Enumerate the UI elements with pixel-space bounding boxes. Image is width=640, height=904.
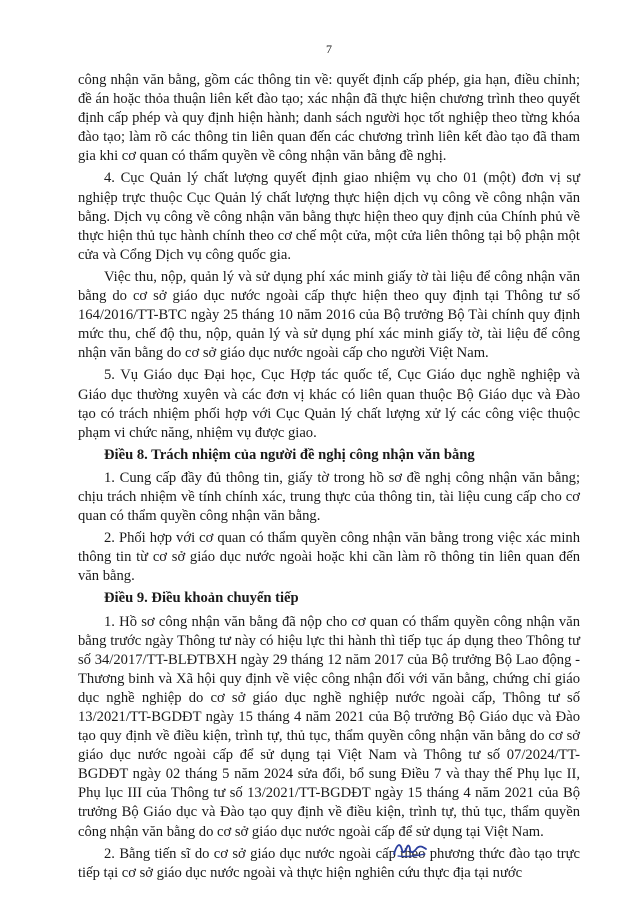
paragraph-clause-4: 4. Cục Quản lý chất lượng quyết định giao nhiệm vụ cho 01 (một) đơn vị sự nghiệp trực thuộc Cục Quản lý chất lượng thực hiện dịch vụ công về công nhận văn bằng. Dịch vụ công về công nhận văn bằng thực hiện theo quy định của Chính phủ về thực hiện thủ tục hành chính theo cơ chế một cửa, một cửa liên thông tại bộ phận một cửa và Cổng Dịch vụ công quốc gia. bbox=[78, 170, 580, 263]
article-9-heading: Điều 9. Điều khoản chuyển tiếp bbox=[104, 590, 299, 607]
paragraph-clause-5: 5. Vụ Giáo dục Đại học, Cục Hợp tác quốc tế, Cục Giáo dục nghề nghiệp và Giáo dục thường xuyên và các đơn vị khác có liên quan thuộc Bộ Giáo dục và Đào tạo có trách nhiệm phối hợp với Cục Quản lý chất lượng xử lý các công việc thuộc phạm vi chức năng, nhiệm vụ được giao. bbox=[78, 367, 580, 441]
paragraph-fee: Việc thu, nộp, quản lý và sử dụng phí xác minh giấy tờ tài liệu để công nhận văn bằng do cơ sở giáo dục nước ngoài cấp thực hiện theo quy định tại Thông tư số 164/2016/TT-BTC ngày 25 tháng 10 năm 2016 của Bộ trưởng Bộ Tài chính quy định mức thu, chế độ thu, nộp, quản lý và sử dụng phí xác minh giấy tờ, tài liệu để công nhận văn bằng do cơ sở giáo dục nước ngoài cấp cho người Việt Nam. bbox=[78, 268, 580, 362]
paragraph-continuation: công nhận văn bằng, gồm các thông tin về: quyết định cấp phép, gia hạn, điều chỉnh; đề án hoặc thỏa thuận liên kết đào tạo; xác nhận đã thực hiện chương trình theo quyết định cấp phép và quy định hiện hành; danh sách người học tốt nghiệp theo từng khóa đào tạo; làm rõ các thông tin liên quan đến các chương trình liên kết đào tạo đã tham gia khi cơ quan có thẩm quyền về công nhận văn bằng đề nghị. bbox=[78, 72, 580, 165]
paragraph-article-9-clause-1: 1. Hồ sơ công nhận văn bằng đã nộp cho cơ quan có thẩm quyền công nhận văn bằng trước ngày Thông tư này có hiệu lực thi hành thì tiếp tục áp dụng theo Thông tư số 34/2017/TT-BLĐTBXH ngày 29 tháng 12 năm 2017 của Bộ trưởng Bộ Lao động - Thương binh và Xã hội quy định về việc công nhận đối với văn bằng, chứng chỉ giáo dục nghề nghiệp do cơ sở giáo dục nghề nghiệp nước ngoài cấp, Thông tư số 13/2021/TT-BGDĐT ngày 15 tháng 4 năm 2021 của Bộ trưởng Bộ Giáo dục và Đào tạo quy định về điều kiện, trình tự, thủ tục, thẩm quyền công nhận văn bằng do cơ sở giáo dục nước ngoài cấp để sử dụng tại Việt Nam và Thông tư số 07/2024/TT-BGDĐT ngày 02 tháng 5 năm 2024 sửa đổi, bổ sung Điều 7 và thay thế Phụ lục II, Phụ lục III của Thông tư số 13/2021/TT-BGDĐT ngày 15 tháng 4 năm 2021 của Bộ trưởng Bộ Giáo dục và Đào tạo quy định về điều kiện, trình tự, thủ tục, thẩm quyền công nhận văn bằng do cơ sở giáo dục nước ngoài cấp để sử dụng tại Việt Nam. bbox=[78, 613, 580, 840]
page-number: 7 bbox=[326, 42, 332, 56]
article-8-heading: Điều 8. Trách nhiệm của người đề nghị công nhận văn bằng bbox=[104, 446, 475, 463]
paragraph-article-8-clause-2: 2. Phối hợp với cơ quan có thẩm quyền công nhận văn bằng trong việc xác minh thông tin từ cơ sở giáo dục nước ngoài hoặc khi cần làm rõ thông tin liên quan đến văn bằng. bbox=[78, 530, 580, 585]
paragraph-article-8-clause-1: 1. Cung cấp đầy đủ thông tin, giấy tờ trong hồ sơ đề nghị công nhận văn bằng; chịu trách nhiệm về tính chính xác, trung thực của thông tin, tài liệu cung cấp cho cơ quan có thẩm quyền công nhận văn bằng. bbox=[78, 469, 580, 525]
initials-signature-icon bbox=[392, 838, 428, 860]
paragraph-article-9-clause-2: 2. Bằng tiến sĩ do cơ sở giáo dục nước ngoài cấp theo phương thức đào tạo trực tiếp tại cơ sở giáo dục nước ngoài và thực hiện nghiên cứu thực địa tại nước bbox=[78, 845, 580, 881]
